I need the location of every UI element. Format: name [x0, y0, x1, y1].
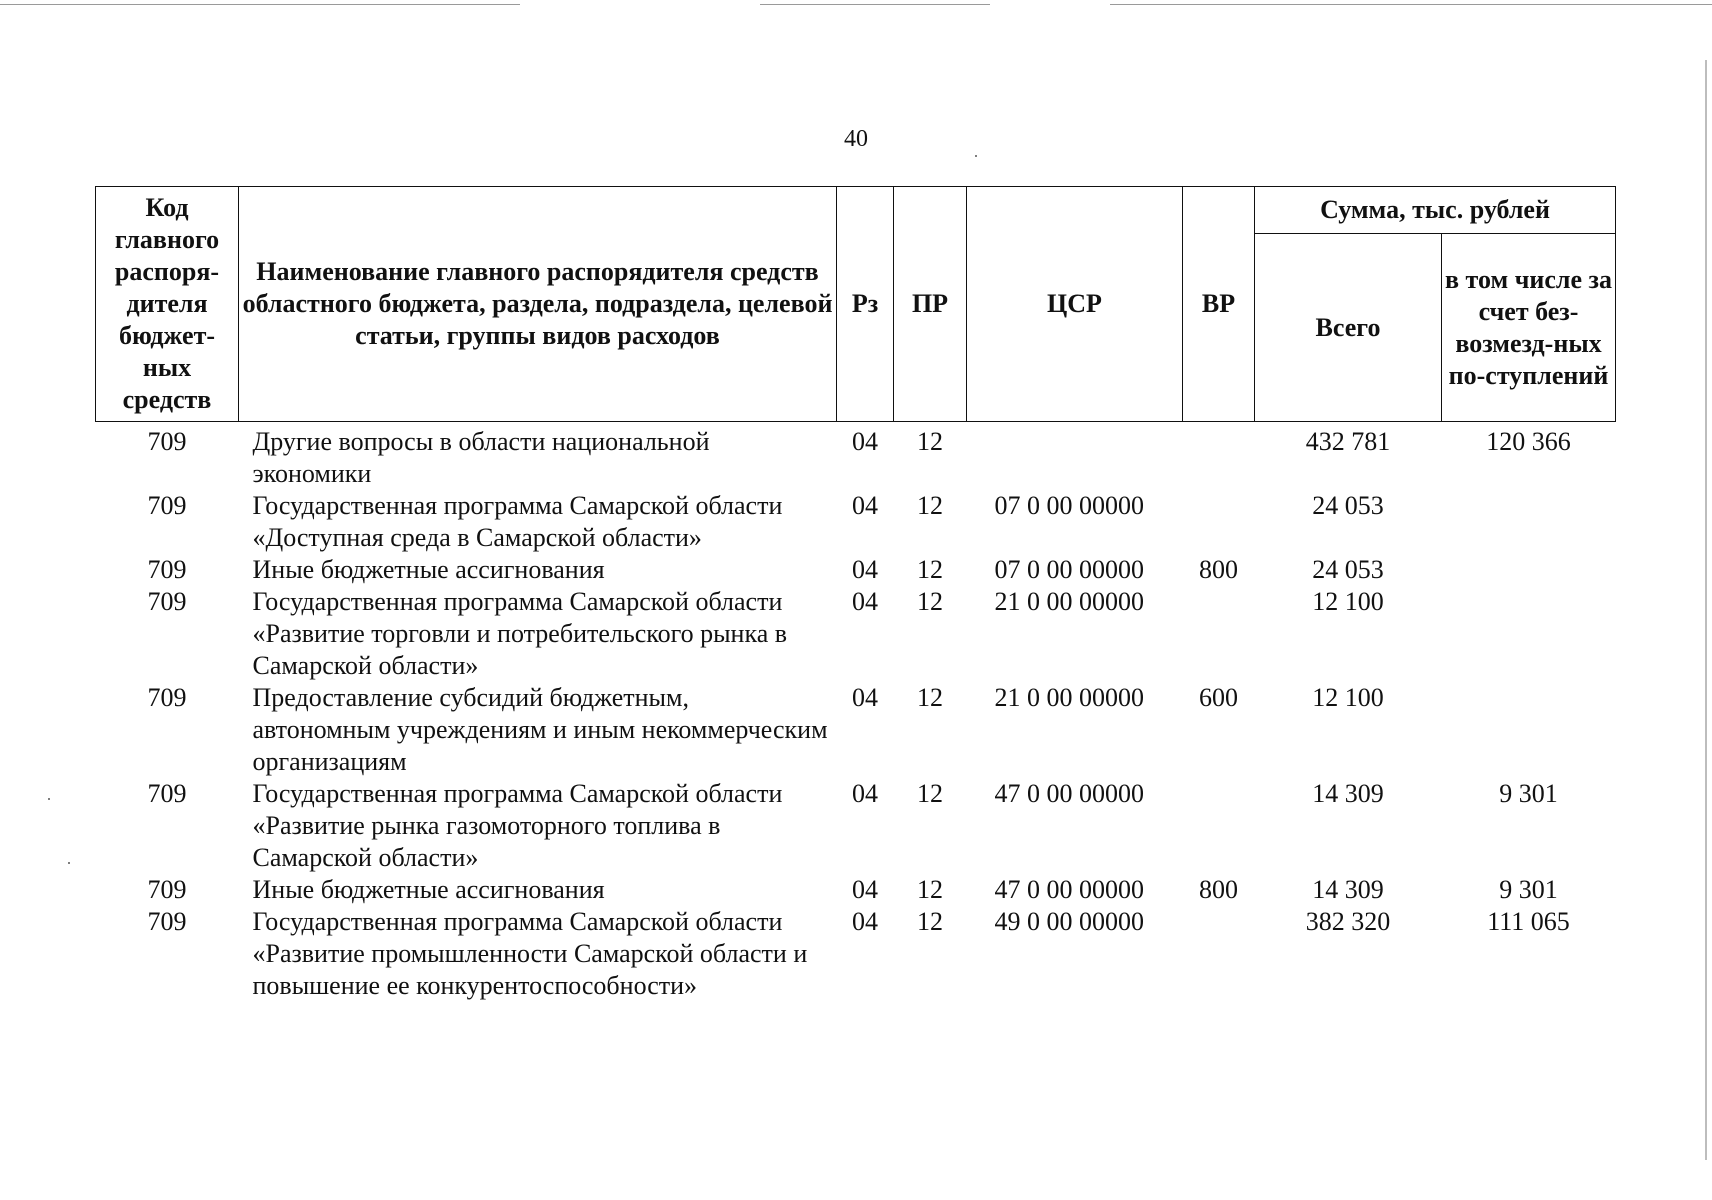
cell-vr — [1183, 490, 1255, 554]
cell-free — [1442, 554, 1616, 586]
cell-rz: 04 — [852, 555, 878, 584]
scan-edge-mark — [1705, 60, 1707, 1160]
scan-artifact-line — [1110, 4, 1712, 5]
table-row — [96, 554, 1616, 586]
cell-vr — [1183, 906, 1255, 1002]
table-row — [96, 490, 1616, 554]
cell-code: 709 — [147, 491, 187, 520]
cell-name: Предоставление субсидий бюджетным, автономным учреждениям и иным некоммерческим организациям — [252, 683, 828, 776]
cell-total: 382 320 — [1305, 907, 1391, 936]
cell-csr: 21 0 00 00000 — [994, 587, 1144, 616]
cell-vr — [1183, 422, 1255, 491]
header-name: Наименование главного распорядителя средств областного бюджета, раздела, подраздела, целевой статьи, группы видов расходов — [239, 187, 837, 422]
scan-artifact-line — [760, 4, 990, 5]
cell-total: 12 100 — [1312, 683, 1384, 712]
cell-pr: 12 — [917, 587, 943, 616]
cell-code: 709 — [147, 683, 187, 712]
header-free: в том числе за счет без-возмезд-ных по-ступлений — [1442, 234, 1616, 422]
cell-rz: 04 — [852, 875, 878, 904]
table-row — [96, 778, 1616, 874]
cell-code: 709 — [147, 587, 187, 616]
cell-total: 432 781 — [1305, 427, 1391, 456]
cell-csr: 49 0 00 00000 — [994, 907, 1144, 936]
header-total: Всего — [1255, 234, 1442, 422]
cell-name: Государственная программа Самарской области «Развитие промышленности Самарской области и повышение ее конкурентоспособности» — [252, 907, 808, 1000]
cell-free: 9 301 — [1499, 875, 1558, 904]
cell-pr: 12 — [917, 555, 943, 584]
cell-rz: 04 — [852, 427, 878, 456]
cell-rz: 04 — [852, 779, 878, 808]
cell-name: Государственная программа Самарской области «Развитие рынка газомоторного топлива в Самарской области» — [252, 779, 783, 872]
header-rz: Рз — [837, 187, 894, 422]
cell-pr: 12 — [917, 491, 943, 520]
table-row — [96, 586, 1616, 682]
cell-pr: 12 — [917, 427, 943, 456]
header-code: Код главного распоря-дителя бюджет-ных средств — [96, 187, 239, 422]
table-row — [96, 682, 1616, 778]
cell-pr: 12 — [917, 683, 943, 712]
cell-code: 709 — [147, 555, 187, 584]
cell-name: Государственная программа Самарской области «Доступная среда в Самарской области» — [252, 491, 783, 552]
cell-vr: 800 — [1199, 555, 1238, 584]
header-pr: ПР — [894, 187, 967, 422]
cell-name: Иные бюджетные ассигнования — [252, 875, 605, 904]
cell-vr: 600 — [1199, 683, 1238, 712]
cell-free: 111 065 — [1487, 907, 1570, 936]
cell-rz: 04 — [852, 683, 878, 712]
cell-rz: 04 — [852, 907, 878, 936]
scan-speck — [68, 862, 70, 864]
cell-csr — [967, 422, 1183, 491]
cell-code: 709 — [147, 875, 187, 904]
cell-name: Иные бюджетные ассигнования — [252, 555, 605, 584]
cell-code: 709 — [147, 907, 187, 936]
header-vr: ВР — [1183, 187, 1255, 422]
cell-total: 24 053 — [1312, 555, 1384, 584]
table-header — [96, 187, 1616, 422]
cell-pr: 12 — [917, 875, 943, 904]
cell-csr: 47 0 00 00000 — [994, 779, 1144, 808]
cell-rz: 04 — [852, 491, 878, 520]
table-row — [96, 906, 1616, 1002]
header-sum: Сумма, тыс. рублей — [1255, 187, 1616, 234]
cell-pr: 12 — [917, 907, 943, 936]
cell-free — [1442, 490, 1616, 554]
table-body — [96, 422, 1616, 1003]
cell-vr: 800 — [1199, 875, 1238, 904]
cell-code: 709 — [147, 427, 187, 456]
cell-total: 24 053 — [1312, 491, 1384, 520]
table-row — [96, 874, 1616, 906]
cell-free: 9 301 — [1499, 779, 1558, 808]
cell-csr: 47 0 00 00000 — [994, 875, 1144, 904]
budget-table — [95, 186, 1616, 1002]
cell-free — [1442, 586, 1616, 682]
cell-name: Другие вопросы в области национальной экономики — [252, 427, 710, 488]
header-csr: ЦСР — [967, 187, 1183, 422]
cell-total: 12 100 — [1312, 587, 1384, 616]
cell-pr: 12 — [917, 779, 943, 808]
cell-total: 14 309 — [1312, 875, 1384, 904]
cell-csr: 07 0 00 00000 — [994, 491, 1144, 520]
scan-speck — [975, 155, 977, 157]
cell-total: 14 309 — [1312, 779, 1384, 808]
cell-csr: 21 0 00 00000 — [994, 683, 1144, 712]
cell-free — [1442, 682, 1616, 778]
scan-artifact-line — [0, 4, 520, 5]
cell-name: Государственная программа Самарской области «Развитие торговли и потребительского рынка в Самарской области» — [252, 587, 788, 680]
scan-speck — [48, 798, 50, 800]
cell-free: 120 366 — [1486, 427, 1571, 456]
cell-vr — [1183, 586, 1255, 682]
table-row — [96, 422, 1616, 491]
cell-code: 709 — [147, 779, 187, 808]
page-number: 40 — [844, 126, 868, 152]
cell-csr: 07 0 00 00000 — [994, 555, 1144, 584]
cell-rz: 04 — [852, 587, 878, 616]
cell-vr — [1183, 778, 1255, 874]
